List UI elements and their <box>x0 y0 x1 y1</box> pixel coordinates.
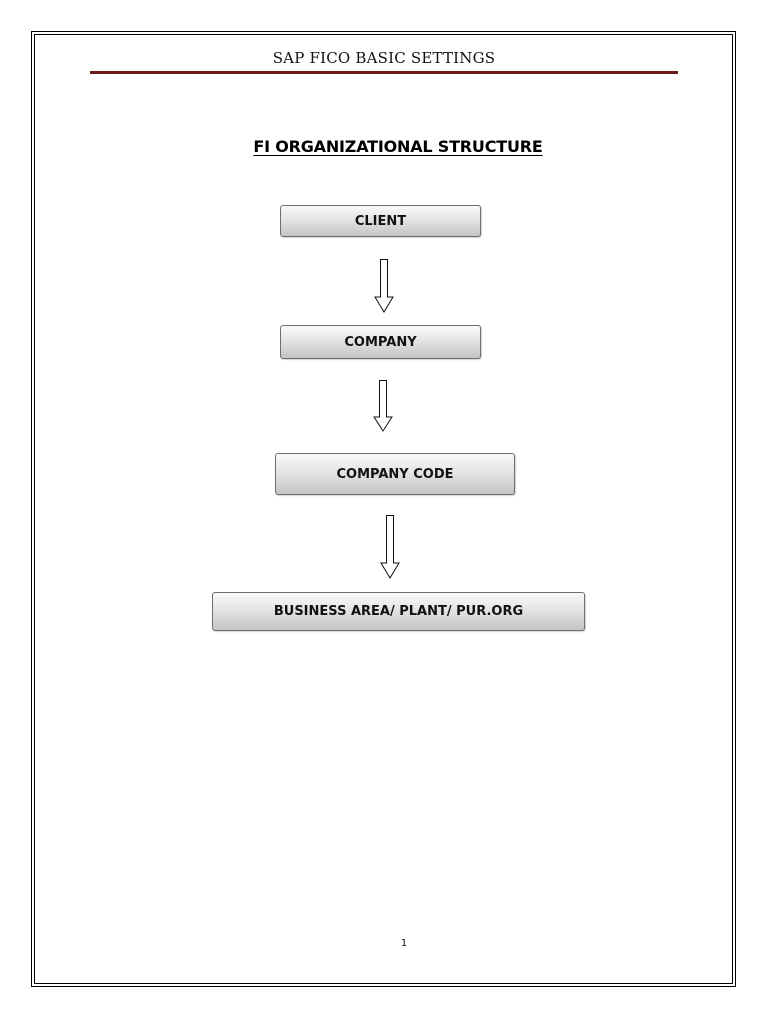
section-heading: FI ORGANIZATIONAL STRUCTURE <box>253 137 543 156</box>
box-business-area-label: BUSINESS AREA/ PLANT/ PUR.ORG <box>273 604 524 619</box>
down-arrow-icon <box>380 515 400 579</box>
box-client <box>280 205 481 237</box>
down-arrow-icon <box>373 380 393 432</box>
header-rule <box>90 71 678 74</box>
page-border <box>31 31 736 987</box>
box-company <box>280 325 481 359</box>
box-company-label: COMPANY <box>344 334 417 350</box>
page-number: 1 <box>400 938 408 949</box>
down-arrow-icon <box>374 259 394 313</box>
box-client-label: CLIENT <box>354 213 407 229</box>
box-company-code <box>275 453 515 495</box>
box-business-area <box>212 592 585 631</box>
box-company-code-label: COMPANY CODE <box>336 466 454 482</box>
header-title: SAP FICO BASIC SETTINGS <box>272 49 496 67</box>
